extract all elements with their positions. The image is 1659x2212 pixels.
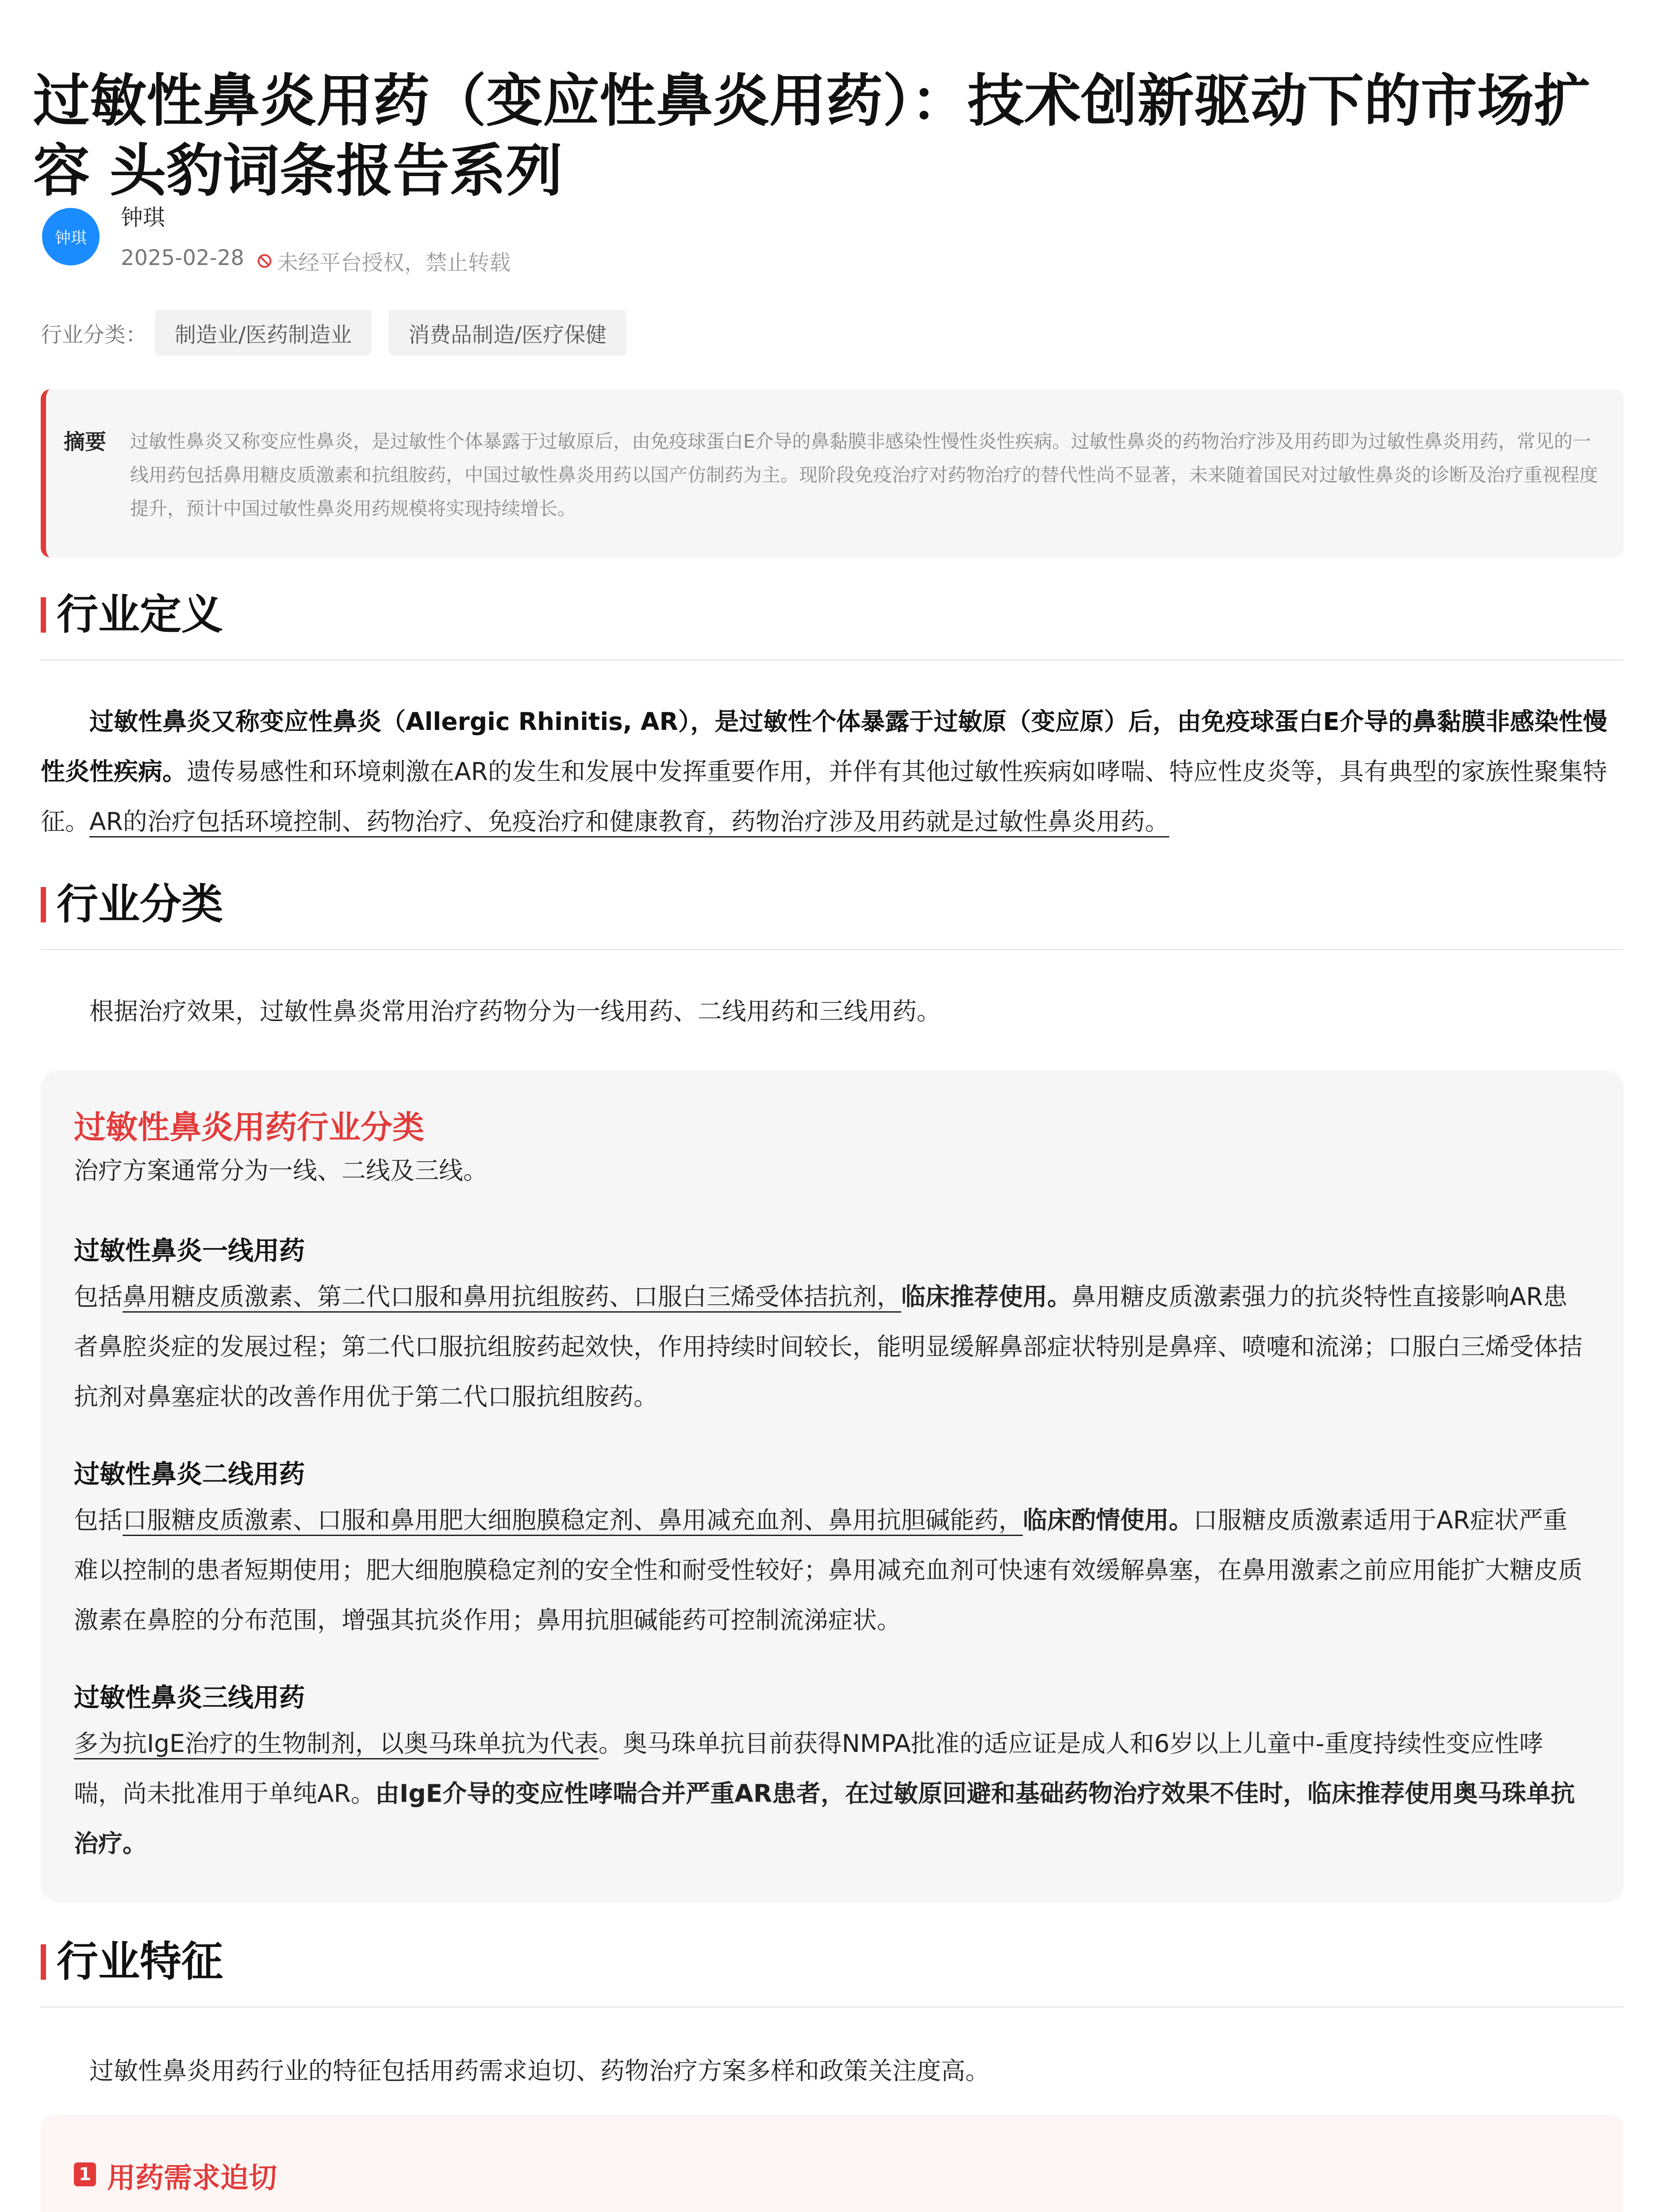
definition-paragraph <box>41 697 1624 847</box>
feature-title: 用药需求迫切 <box>107 2162 277 2195</box>
page-title: 过敏性鼻炎用药（变应性鼻炎用药）：技术创新驱动下的市场扩容 头豹词条报告系列 <box>33 68 1591 204</box>
summary-box <box>41 389 1624 557</box>
first-line-text <box>74 1272 1587 1422</box>
third-line-text <box>74 1719 1587 1869</box>
feature-card-demand <box>41 2115 1624 2212</box>
copyright-notice <box>257 246 511 276</box>
section-title-classification: 行业分类 <box>57 880 223 929</box>
first-line-underlined: 鼻用糖皮质激素、第二代口服和鼻用抗组胺药、口服白三烯受体拮抗剂， <box>123 1283 902 1311</box>
second-line-title: 过敏性鼻炎二线用药 <box>74 1459 305 1489</box>
section-accent-bar <box>41 597 46 633</box>
category-tag-consumer[interactable]: 消费品制造/医疗保健 <box>388 310 626 356</box>
third-line-rest: 。奥马珠单抗目前获得NMPA批准的适应证是成人和6岁以上儿童中-重度持续性变应性哮喘，尚未批准用于单纯AR。 <box>74 1729 1544 1808</box>
section-divider <box>41 2006 1624 2008</box>
section-features <box>41 1938 1624 1986</box>
author-avatar[interactable]: 钟琪 <box>42 208 100 265</box>
second-line-prefix: 包括 <box>74 1506 123 1534</box>
author-name[interactable]: 钟琪 <box>121 205 165 230</box>
third-line-underlined: 多为抗IgE治疗的生物制剂，以奥马珠单抗为代表 <box>74 1729 599 1758</box>
section-accent-bar <box>41 887 46 922</box>
section-divider <box>41 949 1624 950</box>
third-line-title: 过敏性鼻炎三线用药 <box>74 1682 305 1713</box>
features-intro: 过敏性鼻炎用药行业的特征包括用药需求迫切、药物治疗方案多样和政策关注度高。 <box>89 2057 990 2085</box>
second-line-underlined: 口服糖皮质激素、口服和鼻用肥大细胞膜稳定剂、鼻用减充血剂、鼻用抗胆碱能药， <box>123 1506 1023 1534</box>
section-classification <box>41 880 1624 929</box>
first-line-rest: 鼻用糖皮质激素强力的抗炎特性直接影响AR患者鼻腔炎症的发展过程；第二代口服抗组胺药起效快，作用持续时间较长，能明显缓解鼻部症状特别是鼻痒、喷嚏和流涕；口服白三烯受体拮抗剂对鼻塞症状的改善作用优于第二代口服抗组胺药。 <box>74 1283 1583 1411</box>
section-definition <box>41 591 1624 639</box>
summary-text: 过敏性鼻炎又称变应性鼻炎，是过敏性个体暴露于过敏原后，由免疫球蛋白E介导的鼻黏膜非感染性慢性炎性疾病。过敏性鼻炎的药物治疗涉及用药即为过敏性鼻炎用药，常见的一线用药包括鼻用糖皮质激素和抗组胺药，中国过敏性鼻炎用药以国产仿制药为主。现阶段免疫治疗对药物治疗的替代性尚不显著，未来随着国民对过敏性鼻炎的诊断及治疗重视程度提升，预计中国过敏性鼻炎用药规模将实现持续增长。 <box>130 430 1598 519</box>
definition-bold-text: 过敏性鼻炎又称变应性鼻炎（Allergic Rhinitis, AR），是过敏性个体暴露于过敏原（变应原）后，由免疫球蛋白E介导的鼻黏膜非感染性慢性炎性疾病。 <box>41 707 1607 786</box>
prohibited-icon <box>257 253 273 269</box>
third-line-bold: 由IgE介导的变应性哮喘合并严重AR患者，在过敏原回避和基础药物治疗效果不佳时，临床推荐使用奥马珠单抗治疗。 <box>74 1779 1575 1858</box>
definition-normal-text: 遗传易感性和环境刺激在AR的发生和发展中发挥重要作用，并伴有其他过敏性疾病如哮喘、特应性皮炎等，具有典型的家族性聚集特征。 <box>41 757 1607 836</box>
second-line-bold: 临床酌情使用。 <box>1023 1506 1194 1534</box>
first-line-title: 过敏性鼻炎一线用药 <box>74 1236 305 1266</box>
second-line-rest: 口服糖皮质激素适用于AR症状严重难以控制的患者短期使用；肥大细胞膜稳定剂的安全性和耐受性较好；鼻用减充血剂可快速有效缓解鼻塞，在鼻用激素之前应用能扩大糖皮质激素在鼻腔的分布范围，增强其抗炎作用；鼻用抗胆碱能药可控制流涕症状。 <box>74 1506 1583 1634</box>
classification-box-intro: 治疗方案通常分为一线、二线及三线。 <box>74 1156 488 1185</box>
category-tag-manufacturing[interactable]: 制造业/医药制造业 <box>155 310 372 356</box>
first-line-prefix: 包括 <box>74 1283 123 1311</box>
section-divider <box>41 659 1624 661</box>
definition-underlined-text: AR的治疗包括环境控制、药物治疗、免疫治疗和健康教育，药物治疗涉及用药就是过敏性鼻炎用药。 <box>89 807 1169 836</box>
classification-intro: 根据治疗效果，过敏性鼻炎常用治疗药物分为一线用药、二线用药和三线用药。 <box>89 997 941 1025</box>
first-line-bold: 临床推荐使用。 <box>901 1283 1072 1311</box>
classification-box-title: 过敏性鼻炎用药行业分类 <box>74 1109 425 1146</box>
feature-number-badge: 1 <box>74 2162 96 2186</box>
classification-box <box>41 1071 1624 1902</box>
publish-date: 2025-02-28 <box>121 246 244 270</box>
copyright-notice-text: 未经平台授权，禁止转载 <box>277 250 511 275</box>
second-line-text <box>74 1495 1587 1645</box>
category-label: 行业分类： <box>41 323 147 347</box>
summary-label: 摘要 <box>64 430 107 454</box>
section-accent-bar <box>41 1944 46 1980</box>
section-title-definition: 行业定义 <box>57 591 223 639</box>
section-title-features: 行业特征 <box>57 1938 223 1986</box>
